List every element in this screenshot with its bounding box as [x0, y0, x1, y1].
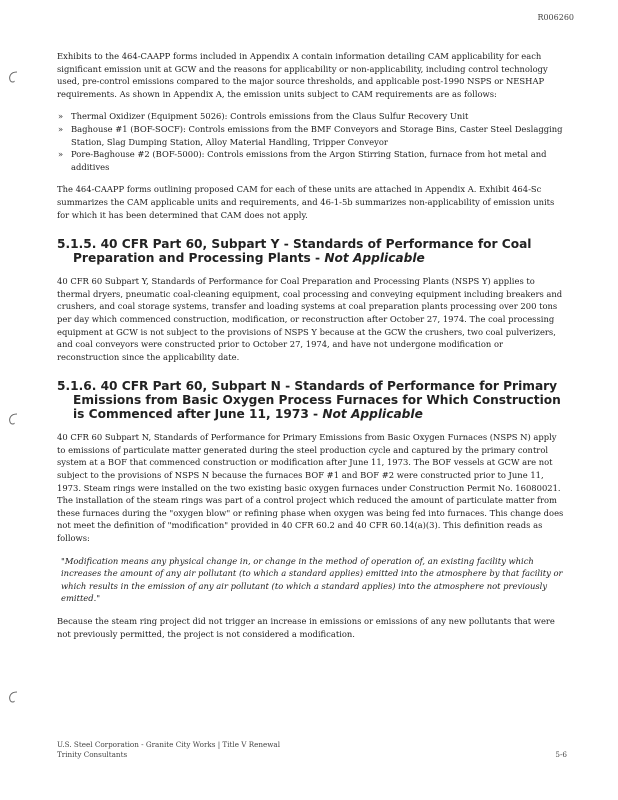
bullet-glyph: » — [58, 123, 64, 134]
section-heading-subpart-y: 5.1.5. 40 CFR Part 60, Subpart Y - Standards of Performance for Coal Preparation and Processing Plants - Not Applicable — [57, 237, 532, 266]
list-item: » Thermal Oxidizer (Equipment 5026): Controls emissions from the Claus Sulfur Recovery Unit — [58, 111, 469, 122]
footer-company: Trinity Consultants — [57, 750, 128, 759]
applicability-status: Not Applicable — [324, 251, 425, 266]
subpart-y-paragraph: 40 CFR 60 Subpart Y, Standards of Performance for Coal Preparation and Processing Plants (NSPS Y) applies to thermal dryers, pneumatic coal-cleaning equipment, coal processing and conveying equipment including breakers and crushers, and coal storage systems, transfer and loading systems at coal preparation plants processing over 200 tons per day which commenced construction, modification, or reconstruction after October 27, 1974. The coal processing equipment at GCW is not subject to the provisions of NSPS Y because at the GCW the crushers, two coal pulverizers, and coal conveyors were constructed prior to October 27, 1974, and have not undergone modification or reconstruction since the applicability date. — [57, 276, 563, 362]
bullet-glyph: » — [58, 111, 64, 122]
page-number: 5-6 — [555, 750, 567, 759]
section-heading-subpart-n: 5.1.6. 40 CFR Part 60, Subpart N - Standards of Performance for Primary Emissions from Basic Oxygen Process Furnaces for Which Construction is Commenced after June 11, 1973 - Not Applicable — [57, 379, 561, 422]
summary-paragraph: The 464-CAAPP forms outlining proposed CAM for each of these units are attached in Appendix A. Exhibit 464-Sc summarizes the CAM applicable units and requirements, and 46-1-5b summarizes non-applicability of emission units for which it has been determined that CAM does not apply. — [57, 184, 555, 220]
list-item: » Baghouse #1 (BOF-SOCF): Controls emissions from the BMF Conveyors and Storage Bins, Caster Steel Deslagging Station, Slag Dumping Station, Alloy Material Handling, Tripper Conveyor — [58, 123, 563, 147]
list-item: » Pore-Baghouse #2 (BOF-5000): Controls emissions from the Argon Stirring Station, furnace from hot metal and additives — [58, 149, 547, 172]
document-number: R006260 — [537, 13, 574, 22]
binder-hole-mark — [6, 412, 20, 426]
binder-hole-mark — [6, 690, 20, 704]
applicability-status: Not Applicable — [322, 407, 423, 422]
page-footer — [57, 740, 567, 760]
cam-unit-list — [57, 110, 567, 173]
footer-project: U.S. Steel Corporation - Granite City Works | Title V Renewal — [57, 740, 280, 749]
subpart-n-paragraph: 40 CFR 60 Subpart N, Standards of Performance for Primary Emissions from Basic Oxygen Furnaces (NSPS N) apply to emissions of particulate matter generated during the steel production cycle and captured by the primary control system at a BOF that commenced construction or modification after June 11, 1973. The BOF vessels at GCW are not subject to the provisions of NSPS N because the furnaces BOF #1 and BOF #2 were constructed prior to June 11, 1973. Steam rings were installed on the two existing basic oxygen furnaces under Construction Permit No. 16080021. The installation of the steam rings was part of a control project which reduced the amount of particulate matter from these furnaces during the "oxygen blow" or refining phase when oxygen was being fed into furnaces. This change does not meet the definition of "modification" provided in 40 CFR 60.2 and 40 CFR 60.14(a)(3). This definition reads as follows: — [57, 432, 564, 544]
document-body — [57, 50, 567, 650]
binder-hole-mark — [6, 70, 20, 84]
intro-paragraph: Exhibits to the 464-CAAPP forms included in Appendix A contain information detailing CAM applicability for each significant emission unit at GCW and the reasons for applicability or non-applicability, including control technology used, pre-control emissions compared to the major source thresholds, and applicable post-1990 NSPS or NESHAP requirements. As shown in Appendix A, the emission units subject to CAM requirements are as follows: — [57, 51, 548, 99]
conclusion-paragraph: Because the steam ring project did not trigger an increase in emissions or emissions of any new pollutants that were not previously permitted, the project is not considered a modification. — [57, 616, 555, 639]
modification-definition-quote: "Modification means any physical change in, or change in the method of operation of, an existing facility which increases the amount of any air pollutant (to which a standard applies) emitted into the atmosphere by that facility or which results in the emission of any air pollutant (to which a standard applies) into the atmosphere not previously emitted." — [61, 555, 563, 604]
bullet-glyph: » — [58, 149, 64, 160]
